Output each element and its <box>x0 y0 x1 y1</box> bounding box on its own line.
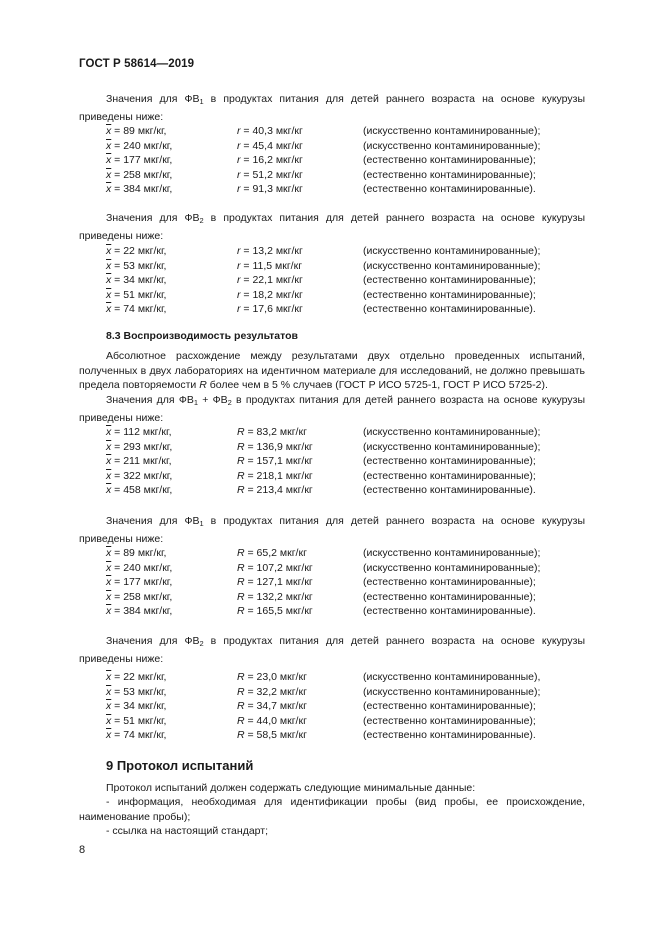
contamination-note: (искусственно контаминированные), <box>363 671 541 683</box>
limit-symbol: R <box>237 590 245 603</box>
mean-symbol: $\overline{x}$ <box>106 303 112 315</box>
limit-value: R = 127,1 мкг/кг <box>237 576 313 588</box>
mean-symbol: $\overline{x}$ <box>106 125 112 137</box>
value-row <box>106 561 606 576</box>
value-row <box>106 728 606 743</box>
limit-symbol: r <box>237 139 241 152</box>
block2-intro: Значения для $ФВ_2$ в продуктах питания для детей раннего возраста на основе кукурузы приведены ниже: <box>79 212 585 242</box>
mean-symbol: $\overline{x}$ <box>106 590 112 603</box>
contamination-note: (естественно контаминированные); <box>363 154 536 166</box>
value-row <box>106 259 606 274</box>
limit-symbol: r <box>237 183 241 195</box>
value-row <box>106 288 606 303</box>
mean-value: $\overline{x} = 240$ мкг/кг, <box>106 139 173 152</box>
mean-symbol: $\overline{x}$ <box>106 139 112 152</box>
value-row <box>106 483 606 498</box>
limit-value: R = 132,2 мкг/кг <box>237 590 313 603</box>
limit-value: R = 23,0 мкг/кг <box>237 671 307 683</box>
mean-symbol: $\overline{x}$ <box>106 576 112 588</box>
mean-value: $\overline{x} = 34$ мкг/кг, <box>106 274 167 286</box>
block4-intro: Значения для $ФВ_1$ в продуктах питания для детей раннего возраста на основе кукурузы приведены ниже: <box>79 515 585 545</box>
contamination-note: (искусственно контаминированные); <box>363 561 541 574</box>
value-row <box>106 153 606 168</box>
mean-symbol: $\overline{x}$ <box>106 685 112 698</box>
mean-value: $\overline{x} = 34$ мкг/кг, <box>106 700 167 712</box>
mean-value: $\overline{x} = 240$ мкг/кг, <box>106 561 173 574</box>
mean-symbol: $\overline{x}$ <box>106 245 112 257</box>
mean-value: $\overline{x} = 293$ мкг/кг, <box>106 440 173 453</box>
value-row <box>106 546 606 561</box>
contamination-note: (естественно контаминированные). <box>363 303 536 315</box>
limit-symbol: r <box>237 245 241 257</box>
limit-value: R = 32,2 мкг/кг <box>237 685 307 698</box>
value-row <box>106 590 606 605</box>
mean-symbol: $\overline{x}$ <box>106 183 112 195</box>
mean-symbol: $\overline{x}$ <box>106 426 112 438</box>
mean-symbol: $\overline{x}$ <box>106 469 112 482</box>
mean-symbol: $\overline{x}$ <box>106 154 112 166</box>
page-number: 8 <box>79 844 86 856</box>
mean-symbol: $\overline{x}$ <box>106 561 112 574</box>
limit-value: r = 40,3 мкг/кг <box>237 125 303 137</box>
limit-symbol: R <box>237 484 245 496</box>
block5-rows <box>106 670 606 743</box>
limit-symbol: R <box>237 455 245 467</box>
contamination-note: (естественно контаминированные). <box>363 183 536 195</box>
mean-value: $\overline{x} = 53$ мкг/кг, <box>106 259 167 272</box>
mean-symbol: $\overline{x}$ <box>106 714 112 727</box>
value-row <box>106 604 606 619</box>
limit-symbol: R <box>237 469 245 482</box>
value-row <box>106 469 606 484</box>
mean-value: $\overline{x} = 89$ мкг/кг, <box>106 547 167 559</box>
contamination-note: (искусственно контаминированные); <box>363 440 541 453</box>
value-row <box>106 139 606 154</box>
section-8-3-paragraph: Абсолютное расхождение между результатами двух отдельно проведенных испытаний, полученных в двух лабораториях на идентичном материале для исследований, не должно превышать предела повторяемости R более чем в 5 % случаев (ГОСТ Р ИСО 5725-1, ГОСТ Р ИСО 5725-2). <box>79 350 585 391</box>
mean-value: $\overline{x} = 89$ мкг/кг, <box>106 125 167 137</box>
contamination-note: (естественно контаминированные); <box>363 455 536 467</box>
contamination-note: (искусственно контаминированные); <box>363 685 541 698</box>
value-row <box>106 124 606 139</box>
mean-value: $\overline{x} = 458$ мкг/кг, <box>106 484 173 496</box>
value-row <box>106 670 606 685</box>
mean-value: $\overline{x} = 74$ мкг/кг, <box>106 303 167 315</box>
mean-value: $\overline{x} = 384$ мкг/кг, <box>106 183 173 195</box>
value-row <box>106 714 606 729</box>
section-9-list-item-1: - информация, необходимая для идентификации пробы (вид пробы, ее происхождение, наименование пробы); <box>79 796 585 823</box>
mean-value: $\overline{x} = 53$ мкг/кг, <box>106 685 167 698</box>
limit-symbol: R <box>237 547 245 559</box>
limit-symbol: R <box>237 426 245 438</box>
mean-value: $\overline{x} = 384$ мкг/кг, <box>106 605 173 617</box>
limit-value: r = 17,6 мкг/кг <box>237 303 303 315</box>
section-9-intro: Протокол испытаний должен содержать следующие минимальные данные: <box>106 782 476 794</box>
block3-rows <box>106 425 606 498</box>
contamination-note: (искусственно контаминированные); <box>363 245 541 257</box>
block4-rows <box>106 546 606 619</box>
limit-value: R = 44,0 мкг/кг <box>237 714 307 727</box>
limit-value: r = 22,1 мкг/кг <box>237 274 303 286</box>
limit-value: R = 213,4 мкг/кг <box>237 484 313 496</box>
contamination-note: (искусственно контаминированные); <box>363 139 541 152</box>
contamination-note: (естественно контаминированные); <box>363 168 536 181</box>
limit-value: r = 11,5 мкг/кг <box>237 259 303 272</box>
contamination-note: (искусственно контаминированные); <box>363 259 541 272</box>
contamination-note: (искусственно контаминированные); <box>363 426 541 438</box>
limit-symbol: R <box>237 576 245 588</box>
value-row <box>106 575 606 590</box>
value-row <box>106 454 606 469</box>
limit-value: r = 45,4 мкг/кг <box>237 139 303 152</box>
mean-value: $\overline{x} = 177$ мкг/кг, <box>106 576 173 588</box>
limit-value: R = 34,7 мкг/кг <box>237 700 307 712</box>
limit-symbol: R <box>237 561 245 574</box>
mean-symbol: $\overline{x}$ <box>106 168 112 181</box>
limit-symbol: r <box>237 288 241 301</box>
mean-symbol: $\overline{x}$ <box>106 547 112 559</box>
contamination-note: (естественно контаминированные); <box>363 590 536 603</box>
section-9-heading: 9 Протокол испытаний <box>106 758 254 773</box>
limit-symbol: r <box>237 303 241 315</box>
limit-value: R = 157,1 мкг/кг <box>237 455 313 467</box>
mean-symbol: $\overline{x}$ <box>106 605 112 617</box>
value-row <box>106 302 606 317</box>
limit-value: R = 65,2 мкг/кг <box>237 547 307 559</box>
value-row <box>106 699 606 714</box>
contamination-note: (естественно контаминированные); <box>363 469 536 482</box>
limit-symbol: R <box>237 685 245 698</box>
contamination-note: (естественно контаминированные); <box>363 714 536 727</box>
contamination-note: (естественно контаминированные); <box>363 576 536 588</box>
mean-symbol: $\overline{x}$ <box>106 259 112 272</box>
mean-value: $\overline{x} = 177$ мкг/кг, <box>106 154 173 166</box>
block5-intro: Значения для $ФВ_2$ в продуктах питания для детей раннего возраста на основе кукурузы приведены ниже: <box>79 635 585 665</box>
value-row <box>106 168 606 183</box>
value-row <box>106 182 606 197</box>
contamination-note: (естественно контаминированные). <box>363 729 536 741</box>
limit-value: R = 83,2 мкг/кг <box>237 426 307 438</box>
mean-value: $\overline{x} = 322$ мкг/кг, <box>106 469 173 482</box>
mean-value: $\overline{x} = 74$ мкг/кг, <box>106 729 167 741</box>
limit-value: R = 165,5 мкг/кг <box>237 605 313 617</box>
block2-rows <box>106 244 606 317</box>
limit-symbol: r <box>237 154 241 166</box>
mean-symbol: $\overline{x}$ <box>106 671 112 683</box>
contamination-note: (естественно контаминированные); <box>363 274 536 286</box>
mean-symbol: $\overline{x}$ <box>106 484 112 496</box>
contamination-note: (естественно контаминированные); <box>363 288 536 301</box>
value-row <box>106 273 606 288</box>
contamination-note: (искусственно контаминированные); <box>363 547 541 559</box>
limit-value: r = 51,2 мкг/кг <box>237 168 303 181</box>
mean-symbol: $\overline{x}$ <box>106 288 112 301</box>
limit-value: r = 18,2 мкг/кг <box>237 288 303 301</box>
limit-value: R = 218,1 мкг/кг <box>237 469 313 482</box>
mean-symbol: $\overline{x}$ <box>106 729 112 741</box>
mean-value: $\overline{x} = 22$ мкг/кг, <box>106 245 167 257</box>
limit-value: R = 58,5 мкг/кг <box>237 729 307 741</box>
section-8-3-heading: 8.3 Воспроизводимость результатов <box>106 330 298 342</box>
mean-value: $\overline{x} = 51$ мкг/кг, <box>106 288 167 301</box>
block3-intro: Значения для $ФВ_1 + ФВ_2$ в продуктах питания для детей раннего возраста на основе кукурузы приведены ниже: <box>79 394 586 424</box>
limit-symbol: R <box>237 605 245 617</box>
contamination-note: (искусственно контаминированные); <box>363 125 541 137</box>
value-row <box>106 440 606 455</box>
section-9-list-item-2: - ссылка на настоящий стандарт; <box>106 825 268 837</box>
mean-symbol: $\overline{x}$ <box>106 700 112 712</box>
mean-value: $\overline{x} = 112$ мкг/кг, <box>106 426 172 438</box>
block1-rows <box>106 124 606 197</box>
limit-symbol: r <box>237 274 241 286</box>
limit-symbol: R <box>237 700 245 712</box>
value-row <box>106 685 606 700</box>
limit-symbol: R <box>237 714 245 727</box>
mean-symbol: $\overline{x}$ <box>106 274 112 286</box>
mean-value: $\overline{x} = 258$ мкг/кг, <box>106 590 173 603</box>
limit-symbol: r <box>237 259 241 272</box>
mean-value: $\overline{x} = 51$ мкг/кг, <box>106 714 167 727</box>
contamination-note: (естественно контаминированные). <box>363 484 536 496</box>
limit-symbol: R <box>237 671 245 683</box>
limit-symbol: R <box>237 729 245 741</box>
value-row <box>106 425 606 440</box>
document-header: ГОСТ Р 58614—2019 <box>79 58 195 70</box>
value-row <box>106 244 606 259</box>
limit-symbol: r <box>237 125 241 137</box>
limit-value: r = 13,2 мкг/кг <box>237 245 303 257</box>
limit-value: r = 91,3 мкг/кг <box>237 183 303 195</box>
mean-symbol: $\overline{x}$ <box>106 455 112 467</box>
limit-value: r = 16,2 мкг/кг <box>237 154 303 166</box>
mean-value: $\overline{x} = 22$ мкг/кг, <box>106 671 167 683</box>
mean-value: $\overline{x} = 211$ мкг/кг, <box>106 455 172 467</box>
limit-value: R = 107,2 мкг/кг <box>237 561 313 574</box>
limit-symbol: r <box>237 168 241 181</box>
limit-symbol: R <box>237 440 245 453</box>
contamination-note: (естественно контаминированные); <box>363 700 536 712</box>
mean-symbol: $\overline{x}$ <box>106 440 112 453</box>
contamination-note: (естественно контаминированные). <box>363 605 536 617</box>
limit-value: R = 136,9 мкг/кг <box>237 440 313 453</box>
mean-value: $\overline{x} = 258$ мкг/кг, <box>106 168 173 181</box>
block1-intro: Значения для $ФВ_1$ в продуктах питания для детей раннего возраста на основе кукурузы приведены ниже: <box>79 93 585 123</box>
